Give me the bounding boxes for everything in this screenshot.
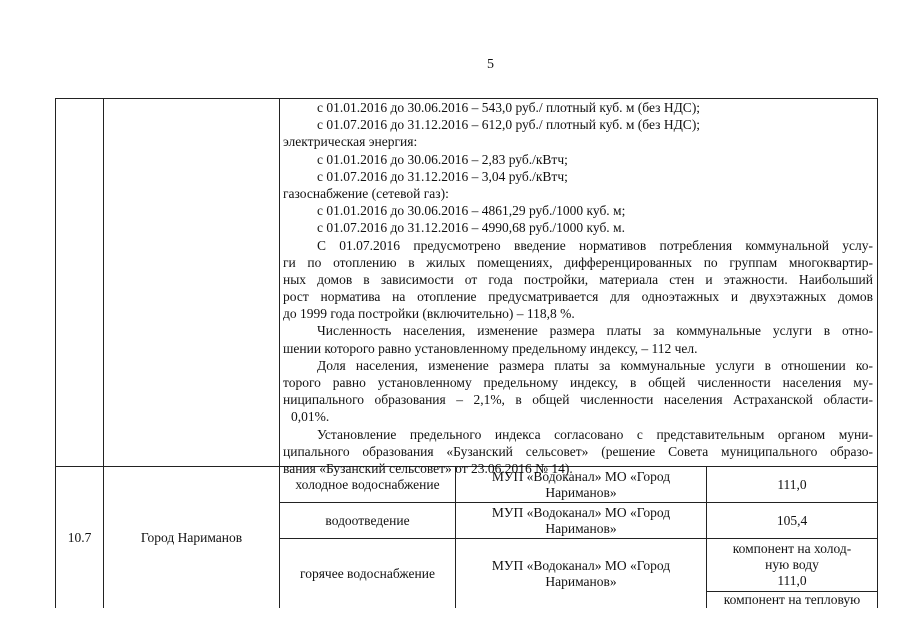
tariff-heading: газоснабжение (сетевой газ): bbox=[283, 185, 449, 201]
tariff-line: с 01.01.2016 до 30.06.2016 – 4861,29 руб./1000 куб. м; bbox=[317, 203, 626, 219]
provider-line: Нариманов» bbox=[545, 485, 617, 500]
provider-line: МУП «Водоканал» МО «Город bbox=[491, 505, 671, 520]
index-cell bbox=[707, 539, 877, 591]
municipality-name: Город Нариманов bbox=[140, 529, 243, 545]
tariff-line: с 01.01.2016 до 30.06.2016 – 2,83 руб./кВтч; bbox=[317, 151, 568, 167]
component-cell bbox=[707, 592, 877, 608]
index-note: компонент на холод- bbox=[732, 541, 852, 556]
agreement-paragraph-line: ципального образования «Бузанский сельсовет» (решение Совета муниципального образо- bbox=[283, 443, 873, 459]
page-number: 5 bbox=[487, 57, 494, 72]
index-value: 111,0 bbox=[777, 477, 807, 492]
share-paragraph-line: торого равно установленному предельному индексу, в общей численности населения му- bbox=[283, 375, 873, 390]
norms-paragraph-line: ги по отоплению в жилых помещениях, дифференцированных по группам многоквартир- bbox=[283, 254, 873, 270]
service-name: горячее водоснабжение bbox=[300, 565, 435, 581]
service-name: холодное водоснабжение bbox=[295, 477, 440, 492]
tariff-line: с 01.07.2016 до 31.12.2016 – 4990,68 руб./1000 куб. м. bbox=[317, 220, 625, 236]
index-note: ную воду bbox=[765, 557, 819, 572]
share-paragraph-line: 0,01%. bbox=[291, 409, 330, 425]
provider-line: МУП «Водоканал» МО «Город bbox=[491, 557, 671, 573]
service-name-cell bbox=[280, 503, 455, 539]
norms-paragraph-line: С 01.07.2016 предусмотрено введение нормативов потребления коммунальной услу- bbox=[317, 237, 873, 253]
row-number-cell bbox=[56, 467, 103, 608]
tariff-text-block bbox=[283, 99, 873, 477]
agreement-paragraph-line: Установление предельного индекса согласовано с представительным органом муни- bbox=[317, 426, 873, 442]
service-name-cell bbox=[280, 539, 455, 608]
row-number: 10.7 bbox=[67, 529, 92, 545]
provider-cell bbox=[456, 539, 706, 608]
norms-paragraph-line: рост норматива на отопление предусматривается для одноэтажных и двухэтажных домов bbox=[283, 289, 873, 305]
component-label: компонент на тепловую bbox=[723, 592, 861, 607]
share-paragraph-line: ниципального образования – 2,1%, в общей численности населения Астраханской области- bbox=[283, 392, 873, 408]
service-name: водоотведение bbox=[325, 513, 410, 528]
agreement-paragraph-line: вания «Бузанский сельсовет» от 23.06.2016 № 14). bbox=[283, 460, 573, 476]
tariff-line: с 01.01.2016 до 30.06.2016 – 543,0 руб./ плотный куб. м (без НДС); bbox=[317, 100, 701, 115]
norms-paragraph-line: до 1999 года постройки (включительно) – 118,8 %. bbox=[283, 306, 575, 322]
index-value: 105,4 bbox=[776, 513, 808, 528]
provider-line: Нариманов» bbox=[545, 521, 617, 536]
provider-cell bbox=[456, 503, 706, 539]
municipality-cell bbox=[104, 467, 279, 608]
service-name-cell bbox=[280, 467, 455, 503]
tariff-line: с 01.07.2016 до 31.12.2016 – 612,0 руб./ плотный куб. м (без НДС); bbox=[317, 117, 701, 133]
index-cell bbox=[707, 503, 877, 539]
population-paragraph-line: Численность населения, изменение размера платы за коммунальные услуги в отно- bbox=[317, 323, 873, 339]
provider-line: МУП «Водоканал» МО «Город bbox=[491, 469, 671, 484]
provider-cell bbox=[456, 467, 706, 503]
provider-line: Нариманов» bbox=[545, 573, 617, 589]
index-value: 111,0 bbox=[777, 573, 807, 588]
table-border-right bbox=[877, 98, 878, 608]
norms-paragraph-line: ных домов в зависимости от года постройки, материала стен и этажности. Наибольший bbox=[283, 271, 873, 287]
tariff-line: с 01.07.2016 до 31.12.2016 – 3,04 руб./кВтч; bbox=[317, 168, 568, 184]
index-cell bbox=[707, 467, 877, 503]
tariff-heading: электрическая энергия: bbox=[283, 134, 418, 150]
share-paragraph-line: Доля населения, изменение размера платы за коммунальные услуги в отношении ко- bbox=[317, 357, 873, 373]
population-paragraph-line: шении которого равно установленному предельному индексу, – 112 чел. bbox=[283, 340, 698, 356]
